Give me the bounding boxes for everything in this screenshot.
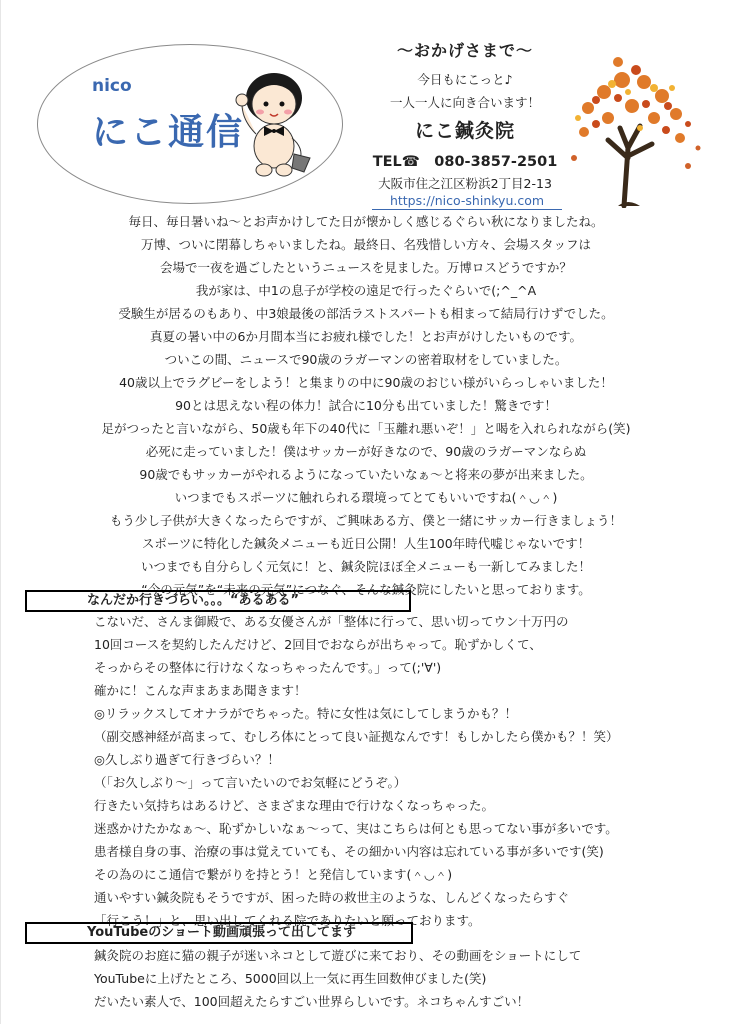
intro-line: “今の元気”を“未来の元気”につなぐ、そんな鍼灸院にしたいと思っております。 (141, 582, 591, 597)
slogan: 〜おかげさまで〜 (396, 41, 533, 60)
intro-line: ついこの間、ニュースで90歳のラガーマンの密着取材をしていました。 (164, 352, 568, 367)
intro-line: 受験生が居るのもあり、中3娘最後の部活ラストスパートも相まって結局行けずでした。 (118, 306, 614, 321)
tagline-1: 今日もにこっと♪ (417, 72, 513, 87)
section1-line: そっからその整体に行けなくなっちゃったんです。」って(;'∀') (94, 660, 442, 675)
intro-line: 万博、ついに閉幕しちゃいましたね。最終日、名残惜しい方々、会場スタッフは (140, 237, 591, 252)
intro-line: 必死に走っていました！僕はサッカーが好きなので、90歳のラガーマンならぬ (145, 444, 587, 459)
section-heading-aruaru: なんだか行きづらい。。。“あるある” (25, 590, 411, 612)
section2-line: YouTubeに上げたところ、5000回以上一気に再生回数伸びました(笑) (94, 971, 487, 986)
intro-line: 毎日、毎日暑いね〜とお声かけしてた日が懐かしく感じるぐらい秋になりましたね。 (128, 214, 604, 229)
tagline-2: 一人一人に向き合います！ (389, 95, 540, 110)
intro-line: 会場で一夜を過ごしたというニュースを見ました。万博ロスどうですか？ (160, 260, 572, 275)
section1-line: その為のにこ通信で繋がりを持とう！と発信しています(＾◡＾) (94, 867, 453, 882)
section1-line: 10回コースを契約したんだけど、2回目でおならが出ちゃって。恥ずかしくて、 (94, 637, 542, 652)
section1-line: 迷惑かけたかなぁ〜、恥ずかしいなぁ〜って、実はこちらは何とも思ってない事が多いです。 (94, 821, 618, 836)
website-link[interactable]: https://nico-shinkyu.com (372, 193, 562, 210)
intro-line: 足がつったと言いながら、50歳も年下の40代に「玉離れ悪いぞ！」と喝を入れられながら(笑) (101, 421, 631, 436)
section1-line: ◎久しぶり過ぎて行きづらい？！ (94, 752, 280, 767)
section1-line: 行きたい気持ちはあるけど、さまざまな理由で行けなくなっちゃった。 (94, 798, 495, 813)
section1-line: ◎リラックスしてオナラがでちゃった。特に女性は気にしてしまうかも？！ (94, 706, 518, 721)
intro-line: 90歳でもサッカーがやれるようになっていたいなぁ〜と将来の夢が出来ました。 (139, 467, 593, 482)
intro-line: 真夏の暑い中の6か月間本当にお疲れ様でした！とお声がけしたいものです。 (150, 329, 582, 344)
address: 大阪市住之江区粉浜2丁目2-13 (378, 176, 552, 191)
intro-line: もう少し子供が大きくなったらですが、ご興味ある方、僕と一緒にサッカー行きましょう！ (109, 513, 623, 528)
section2-line: 鍼灸院のお庭に猫の親子が迷いネコとして遊びに来ており、その動画をショートにして (94, 948, 582, 963)
phone-number: TEL☎ 080-3857-2501 (372, 154, 558, 170)
intro-line: スポーツに特化した鍼灸メニューも近日公開！人生100年時代嘘じゃないです！ (141, 536, 591, 551)
intro-line: 我が家は、中1の息子が学校の遠足で行ったぐらいで(;^_^A (195, 283, 537, 298)
intro-line: いつまでも自分らしく元気に！と、鍼灸院ほぼ全メニューも一新してみました！ (140, 559, 591, 574)
section-heading-youtube: YouTubeのショート動画頑張って出してます (25, 922, 413, 944)
section2-line: だいたい素人で、100回超えたらすごい世界らしいです。ネコちゃんすごい！ (94, 994, 530, 1009)
clinic-name: にこ鍼灸院 (414, 120, 515, 142)
mascot-illustration (228, 68, 318, 180)
intro-line: 40歳以上でラグビーをしよう！と集まりの中に90歳のおじい様がいらっしゃいました！ (119, 375, 613, 390)
section1-line: （「お久しぶり〜」って言いたいのでお気軽にどうぞ。） (94, 775, 407, 790)
logo-nico-text: nico (92, 76, 132, 96)
section1-line: 確かに！こんな声まあまあ聞きます！ (94, 683, 307, 698)
section1-line: （副交感神経が高まって、むしろ体にとって良い証拠なんです！もしかしたら僕かも？！笑） (94, 729, 619, 744)
section1-line: 通いやすい鍼灸院もそうですが、困った時の救世主のような、しんどくなったらすぐ (94, 890, 570, 905)
intro-line: いつまでもスポーツに触れられる環境ってとてもいいですね(＾◡＾) (174, 490, 558, 505)
section1-line: こないだ、さんま御殿で、ある女優さんが「整体に行って、思い切ってウン十万円の (94, 614, 569, 629)
autumn-tree-illustration (548, 48, 708, 208)
section1-line: 「行こう！」と、思い出してくれる院でありたいと願っております。 (94, 913, 481, 928)
intro-line: 90とは思えない程の体力！試合に10分も出ていました！驚きです！ (175, 398, 557, 413)
section1-line: 患者様自身の事、治療の事は覚えていても、その細かい内容は忘れている事が多いです(笑) (94, 844, 604, 859)
newsletter-title: にこ通信 (92, 112, 245, 153)
